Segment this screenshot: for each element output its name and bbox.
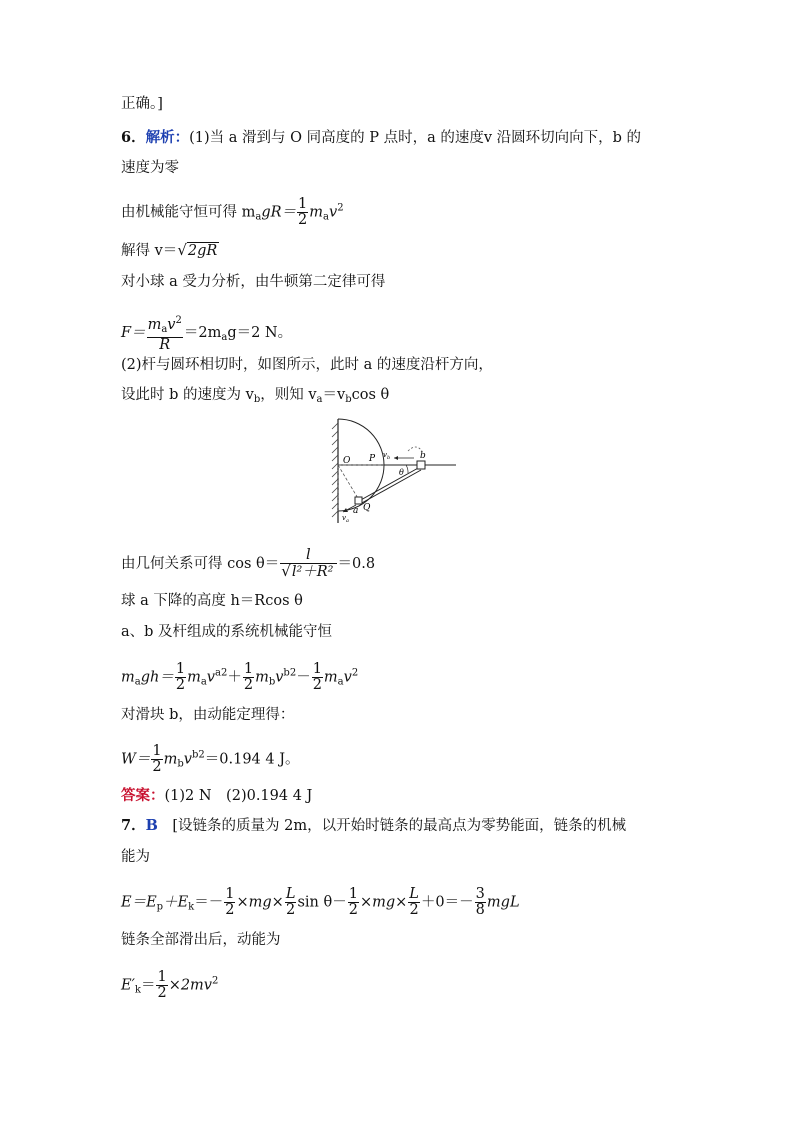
question-number-7: 7． (121, 817, 146, 834)
line-14 (121, 705, 294, 725)
sup: 2 (175, 315, 182, 326)
text-l8: (2)杆与圆环相切时，如图所示，此时 a 的速度沿杆方向， (121, 357, 493, 373)
wall-hatching (332, 423, 338, 517)
frac-num: 1 (348, 886, 358, 902)
text: ×mg× (236, 894, 284, 911)
frac-num: L (285, 886, 296, 902)
answer-label: 答案 (121, 787, 150, 804)
radical-sign: √ (177, 241, 187, 259)
rod-line-1 (359, 467, 420, 501)
question-number-6: 6． (121, 129, 146, 146)
text-l9: 设此时 b 的速度为 v (121, 387, 254, 403)
sup: 2 (212, 975, 219, 987)
label-vb-sub: b (386, 455, 391, 461)
sub: a (221, 332, 228, 343)
frac-den: 2 (152, 759, 162, 775)
frac-den: 2 (286, 902, 296, 918)
frac-den (280, 564, 336, 580)
sup: b2 (283, 667, 297, 679)
frac-den: 2 (312, 677, 322, 693)
line-8 (121, 355, 493, 375)
text: ，则知 v (260, 387, 317, 403)
line-13 (121, 662, 358, 693)
text: ＋E (163, 894, 189, 911)
frac-num: 1 (157, 969, 167, 985)
fraction (285, 887, 297, 918)
label-theta: θ (399, 468, 404, 477)
sub: p (156, 901, 164, 913)
text: F＝ (121, 325, 146, 341)
vb-arrowhead (394, 456, 398, 460)
text-l18: 能为 (121, 849, 150, 865)
physics-diagram (328, 417, 460, 527)
fraction (475, 887, 486, 918)
text: m (147, 317, 162, 333)
line-17 (121, 816, 626, 836)
label-P: P (369, 454, 376, 464)
line-2 (121, 128, 641, 148)
theta-arc (406, 465, 408, 473)
sub: a (316, 394, 323, 405)
text: v (275, 669, 284, 686)
frac-num: 1 (298, 196, 308, 212)
text-l14: 对滑块 b，由动能定理得： (121, 707, 295, 723)
fraction (348, 887, 359, 918)
frac-num: l (280, 548, 336, 564)
sub: k (188, 901, 195, 913)
analysis-label: 解析 (145, 129, 175, 146)
text-l5: 解得 v＝ (121, 243, 178, 259)
analysis-colon: ： (174, 129, 190, 146)
text: ＋ (227, 669, 242, 686)
slider-b (417, 461, 425, 469)
frac-num: L (409, 886, 419, 902)
label-va-main: v (342, 514, 346, 522)
text: m (323, 669, 338, 686)
fraction (224, 887, 235, 918)
radicand: l²＋R² (291, 564, 334, 580)
text: m (187, 669, 201, 686)
fraction (147, 313, 183, 353)
sub: b (253, 394, 261, 405)
sub: a (200, 676, 207, 688)
sup: 2 (351, 667, 359, 679)
dashed-radius-oq (338, 465, 359, 500)
sub: k (134, 984, 141, 996)
text: v (343, 669, 352, 686)
radical-sign: √ (281, 562, 291, 580)
text: sin θ－ (297, 894, 347, 911)
line-6 (121, 272, 385, 292)
frac-den: 2 (175, 677, 186, 693)
line-1 (121, 94, 163, 114)
text: g＝2 N。 (227, 325, 293, 341)
fraction (297, 197, 308, 228)
line-21 (121, 970, 218, 1001)
text-l20: 链条全部滑出后，动能为 (121, 932, 281, 948)
frac-num: 3 (475, 886, 485, 902)
line-16 (121, 786, 312, 806)
text: － (296, 669, 311, 686)
answer-choice: B (145, 817, 158, 834)
line-18 (121, 847, 150, 867)
frac-num (147, 313, 183, 338)
frac-num: 1 (152, 743, 162, 759)
frac-den: 2 (348, 902, 358, 918)
text: m (255, 669, 269, 686)
sub: b (345, 394, 352, 405)
label-b: b (420, 451, 426, 461)
text: m (309, 204, 324, 221)
rod-line-2 (360, 470, 421, 504)
fraction (175, 662, 186, 693)
line-3 (121, 158, 179, 178)
line-12 (121, 622, 332, 642)
text: ＝2m (183, 325, 222, 341)
text-l12: a、b 及杆组成的系统机械能守恒 (121, 624, 333, 640)
text: v (328, 204, 338, 221)
sub: a (337, 676, 344, 688)
text-l11: 球 a 下降的高度 h＝Rcos θ (121, 593, 303, 609)
text: gh＝ (140, 669, 174, 686)
line-10 (121, 548, 375, 580)
fraction (312, 662, 323, 693)
text-l4: 由机械能守恒可得 m (121, 204, 256, 221)
text-l10: 由几何关系可得 cos θ＝ (121, 556, 280, 572)
fraction (156, 970, 167, 1001)
text: mgL (486, 894, 520, 911)
fraction (243, 662, 254, 693)
sub: a (134, 676, 141, 688)
text: ＝v (322, 387, 346, 403)
sub: a (161, 324, 168, 335)
text-l6: 对小球 a 受力分析，由牛顿第二定律可得 (121, 274, 386, 290)
frac-num: 1 (225, 886, 235, 902)
frac-den: 2 (243, 677, 254, 693)
sup: a2 (215, 667, 228, 679)
sub: a (255, 211, 262, 223)
text: E＝E (121, 894, 157, 911)
frac-den: 2 (157, 985, 167, 1001)
answer-colon: ： (150, 787, 165, 804)
sub: b (268, 676, 276, 688)
line-11 (121, 591, 303, 611)
ball-a (355, 497, 362, 504)
text: v (183, 751, 192, 768)
frac-den: 2 (409, 902, 419, 918)
label-vb-main: v (383, 451, 387, 459)
text-l16: (1)2 N (2)0.194 4 J (164, 788, 313, 804)
label-O: O (343, 456, 351, 466)
text: cos θ (351, 387, 390, 403)
line-19 (121, 887, 520, 918)
line-4 (121, 197, 344, 228)
text: m (121, 669, 135, 686)
label-Q: Q (363, 503, 371, 513)
text: ×2mv (168, 977, 213, 994)
text: W＝ (121, 751, 151, 768)
text: ＝0.8 (337, 556, 376, 572)
frac-den: 2 (225, 902, 235, 918)
frac-den: 8 (475, 902, 485, 918)
text-l1: 正确。] (121, 96, 163, 112)
fraction (151, 744, 162, 775)
text: E′ (121, 977, 135, 994)
text: v (206, 669, 215, 686)
text: ＝0.194 4 J。 (204, 751, 300, 768)
sup: 2 (337, 202, 344, 214)
line-20 (121, 930, 281, 950)
frac-num: 1 (243, 661, 254, 677)
sup: b2 (192, 749, 205, 761)
text: ×mg× (359, 894, 408, 911)
line-7 (121, 313, 292, 353)
text-l4-mid: gR＝ (261, 204, 297, 221)
line-5 (121, 240, 219, 261)
text: v (167, 317, 176, 333)
text: ＝ (140, 977, 156, 994)
line-9 (121, 385, 389, 410)
radicand: 2gR (187, 243, 218, 259)
frac-den: 2 (298, 212, 308, 228)
text: ＋0＝－ (420, 894, 474, 911)
text: ＝－ (194, 894, 224, 911)
frac-den: R (159, 337, 171, 353)
line-15 (121, 744, 300, 775)
label-va (342, 514, 349, 524)
text-l2: (1)当 a 滑到与 O 同高度的 P 点时，a 的速度v 沿圆环切向向下，b 的 (189, 130, 642, 146)
sub: a (323, 211, 329, 223)
text-l17: [设链条的质量为 2m，以开始时链条的最高点为零势能面，链条的机械 (157, 818, 627, 834)
frac-num: 1 (312, 661, 322, 677)
text-l3: 速度为零 (121, 160, 179, 176)
fraction (408, 887, 420, 918)
frac-num: 1 (175, 661, 186, 677)
sub: b (177, 758, 184, 770)
fraction (280, 548, 336, 580)
label-va-sub: a (345, 518, 349, 524)
text: m (163, 751, 178, 768)
label-a: a (353, 506, 359, 516)
